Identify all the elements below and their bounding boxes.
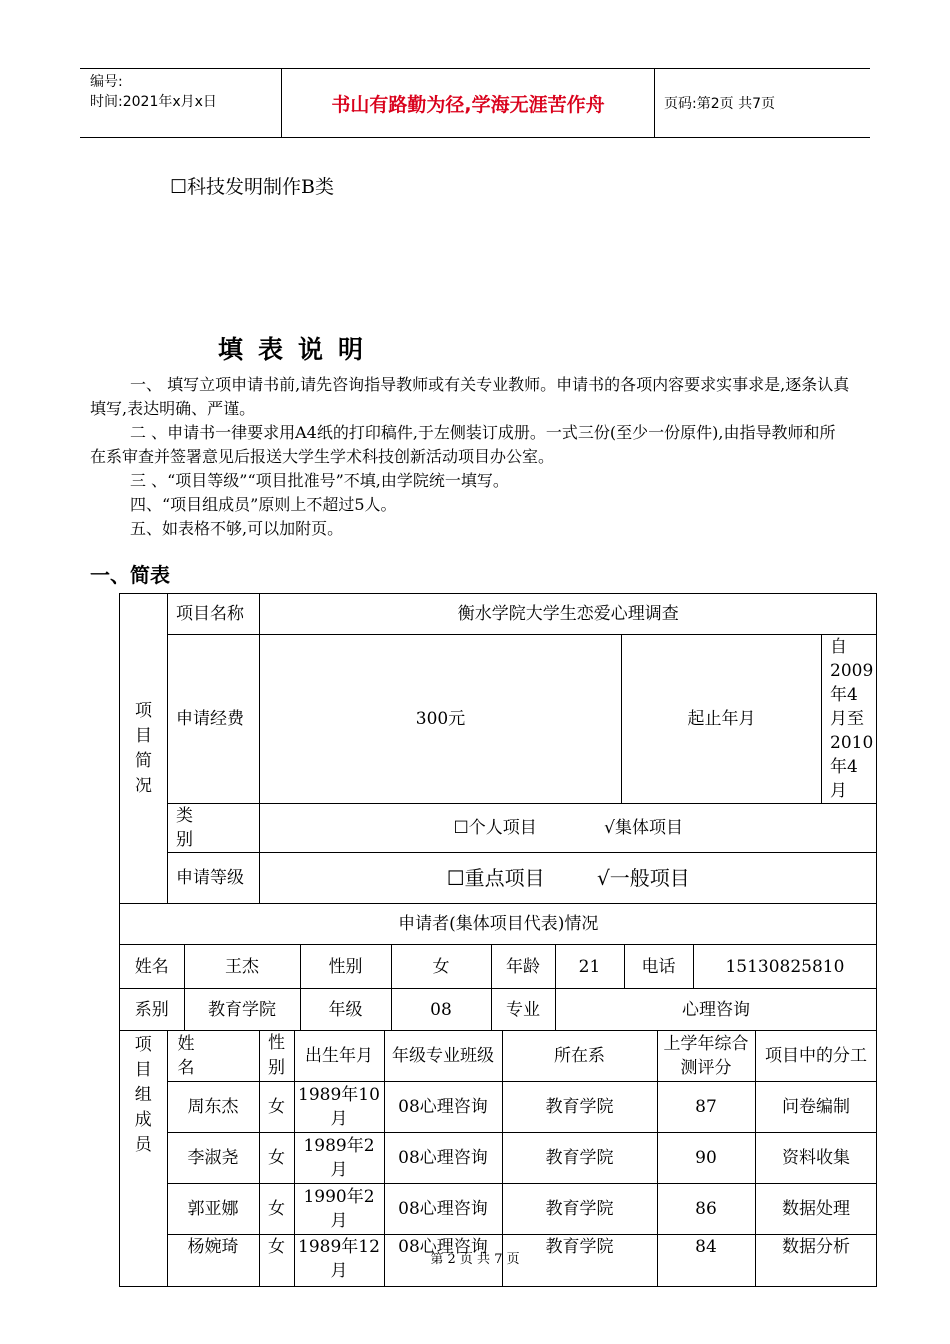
applicant-name-value: 王杰	[184, 945, 300, 988]
project-name-label: 项目名称	[168, 594, 260, 635]
member-name: 郭亚娜	[167, 1184, 259, 1235]
applicant-gender-value: 女	[391, 945, 491, 988]
category-group-checkbox[interactable]: √集体项目	[604, 818, 683, 838]
applicant-age-value: 21	[555, 945, 624, 988]
applicant-grade-label: 年级	[300, 989, 391, 1030]
member-birth: 1989年10月	[294, 1082, 384, 1133]
level-general-checkbox[interactable]: √一般项目	[596, 866, 690, 890]
member-dept: 教育学院	[502, 1235, 657, 1286]
member-birth: 1989年12月	[294, 1235, 384, 1286]
section-title: 一、简表	[90, 563, 170, 587]
category-label: 类 别	[168, 804, 260, 853]
member-class: 08心理咨询	[384, 1235, 502, 1286]
member-class: 08心理咨询	[384, 1184, 502, 1235]
member-dept: 教育学院	[502, 1082, 657, 1133]
member-dept: 教育学院	[502, 1133, 657, 1184]
member-gender: 女	[259, 1184, 294, 1235]
page-title: 填表说明	[218, 335, 379, 364]
time-label: 时间:2021年x月x日	[90, 94, 217, 110]
level-options	[260, 853, 877, 904]
instruction-5: 五、如表格不够,可以加附页。	[130, 519, 344, 538]
category-options	[260, 804, 877, 853]
member-birth: 1990年2月	[294, 1184, 384, 1235]
member-gender: 女	[259, 1235, 294, 1286]
table-row	[120, 1082, 876, 1133]
members-section-label: 项目组成员	[120, 1031, 167, 1286]
project-section-label: 项目简况	[120, 594, 168, 904]
member-role: 数据处理	[755, 1184, 876, 1235]
period-value: 自2009 年4月至 2010 年4月	[822, 635, 877, 804]
project-name-value: 衡水学院大学生恋爱心理调查	[260, 594, 877, 635]
table-row	[120, 1184, 876, 1235]
table-row	[120, 1133, 876, 1184]
member-score: 87	[657, 1082, 755, 1133]
member-class: 08心理咨询	[384, 1082, 502, 1133]
member-role: 资料收集	[755, 1133, 876, 1184]
member-name: 杨婉琦	[167, 1235, 259, 1286]
applicant-phone-value: 15130825810	[725, 956, 845, 977]
applicant-phone-label: 电话	[624, 945, 693, 988]
member-score: 90	[657, 1133, 755, 1184]
member-gender: 女	[259, 1082, 294, 1133]
members-header-score: 上学年综合测评分	[657, 1031, 755, 1082]
member-name: 李淑尧	[167, 1133, 259, 1184]
category-checkbox-line: ☐科技发明制作B类	[170, 176, 334, 198]
applicant-major-value: 心理咨询	[681, 999, 750, 1020]
applicant-section-label: 申请者(集体项目代表)情况	[120, 904, 877, 945]
instruction-1: 一、 填写立项申请书前,请先咨询指导教师或有关专业教师。申请书的各项内容要求实事求是,逐条认真填写,表达明确、严谨。	[90, 375, 850, 418]
instruction-3: 三 、“项目等级”“项目批准号”不填,由学院统一填写。	[130, 471, 509, 490]
member-gender: 女	[259, 1133, 294, 1184]
instruction-2: 二 、申请书一律要求用A4纸的打印稿件,于左侧装订成册。一式三份(至少一份原件),由指导教师和所在系审查并签署意见后报送大学生学术科技创新活动项目办公室。	[90, 423, 836, 466]
member-role: 问卷编制	[755, 1082, 876, 1133]
applicant-dept-value: 教育学院	[184, 989, 300, 1030]
members-header-name: 姓 名	[167, 1031, 259, 1082]
member-role: 数据分析	[781, 1237, 850, 1257]
funding-value: 300元	[260, 635, 622, 804]
header-page-info: 页码:第2页 共7页	[664, 96, 775, 112]
member-dept: 教育学院	[502, 1184, 657, 1235]
member-score: 86	[657, 1184, 755, 1235]
header-motto: 书山有路勤为径,学海无涯苦作舟	[281, 69, 655, 137]
applicant-gender-label: 性别	[300, 945, 391, 988]
member-birth: 1989年2月	[294, 1133, 384, 1184]
applicant-row-1	[120, 945, 877, 989]
page-header	[80, 68, 870, 138]
member-class: 08心理咨询	[384, 1133, 502, 1184]
members-header-class: 年级专业班级	[384, 1031, 502, 1082]
members-header-birth: 出生年月	[294, 1031, 384, 1082]
members-header-role: 项目中的分工	[755, 1031, 876, 1082]
applicant-grade-value: 08	[391, 989, 491, 1030]
funding-label: 申请经费	[168, 635, 260, 804]
page-footer: 第 2 页 共 7 页	[430, 1252, 520, 1267]
applicant-row-2	[120, 989, 877, 1031]
member-score: 84	[657, 1235, 755, 1286]
members-header-dept: 所在系	[502, 1031, 657, 1082]
member-name: 周东杰	[167, 1082, 259, 1133]
applicant-dept-label: 系别	[120, 989, 184, 1030]
applicant-major-label: 专业	[491, 989, 555, 1030]
instruction-4: 四、“项目组成员”原则上不超过5人。	[130, 495, 397, 514]
level-key-checkbox[interactable]: ☐重点项目	[446, 866, 545, 890]
category-individual-checkbox[interactable]: ☐个人项目	[453, 818, 537, 838]
period-label: 起止年月	[622, 635, 822, 804]
instructions	[90, 373, 850, 541]
members-header-gender: 性别	[259, 1031, 294, 1082]
code-label: 编号:	[90, 74, 123, 90]
applicant-name-label: 姓名	[120, 945, 184, 988]
summary-table	[119, 593, 877, 1287]
header-meta	[80, 69, 281, 137]
level-label: 申请等级	[168, 853, 260, 904]
applicant-age-label: 年龄	[491, 945, 555, 988]
